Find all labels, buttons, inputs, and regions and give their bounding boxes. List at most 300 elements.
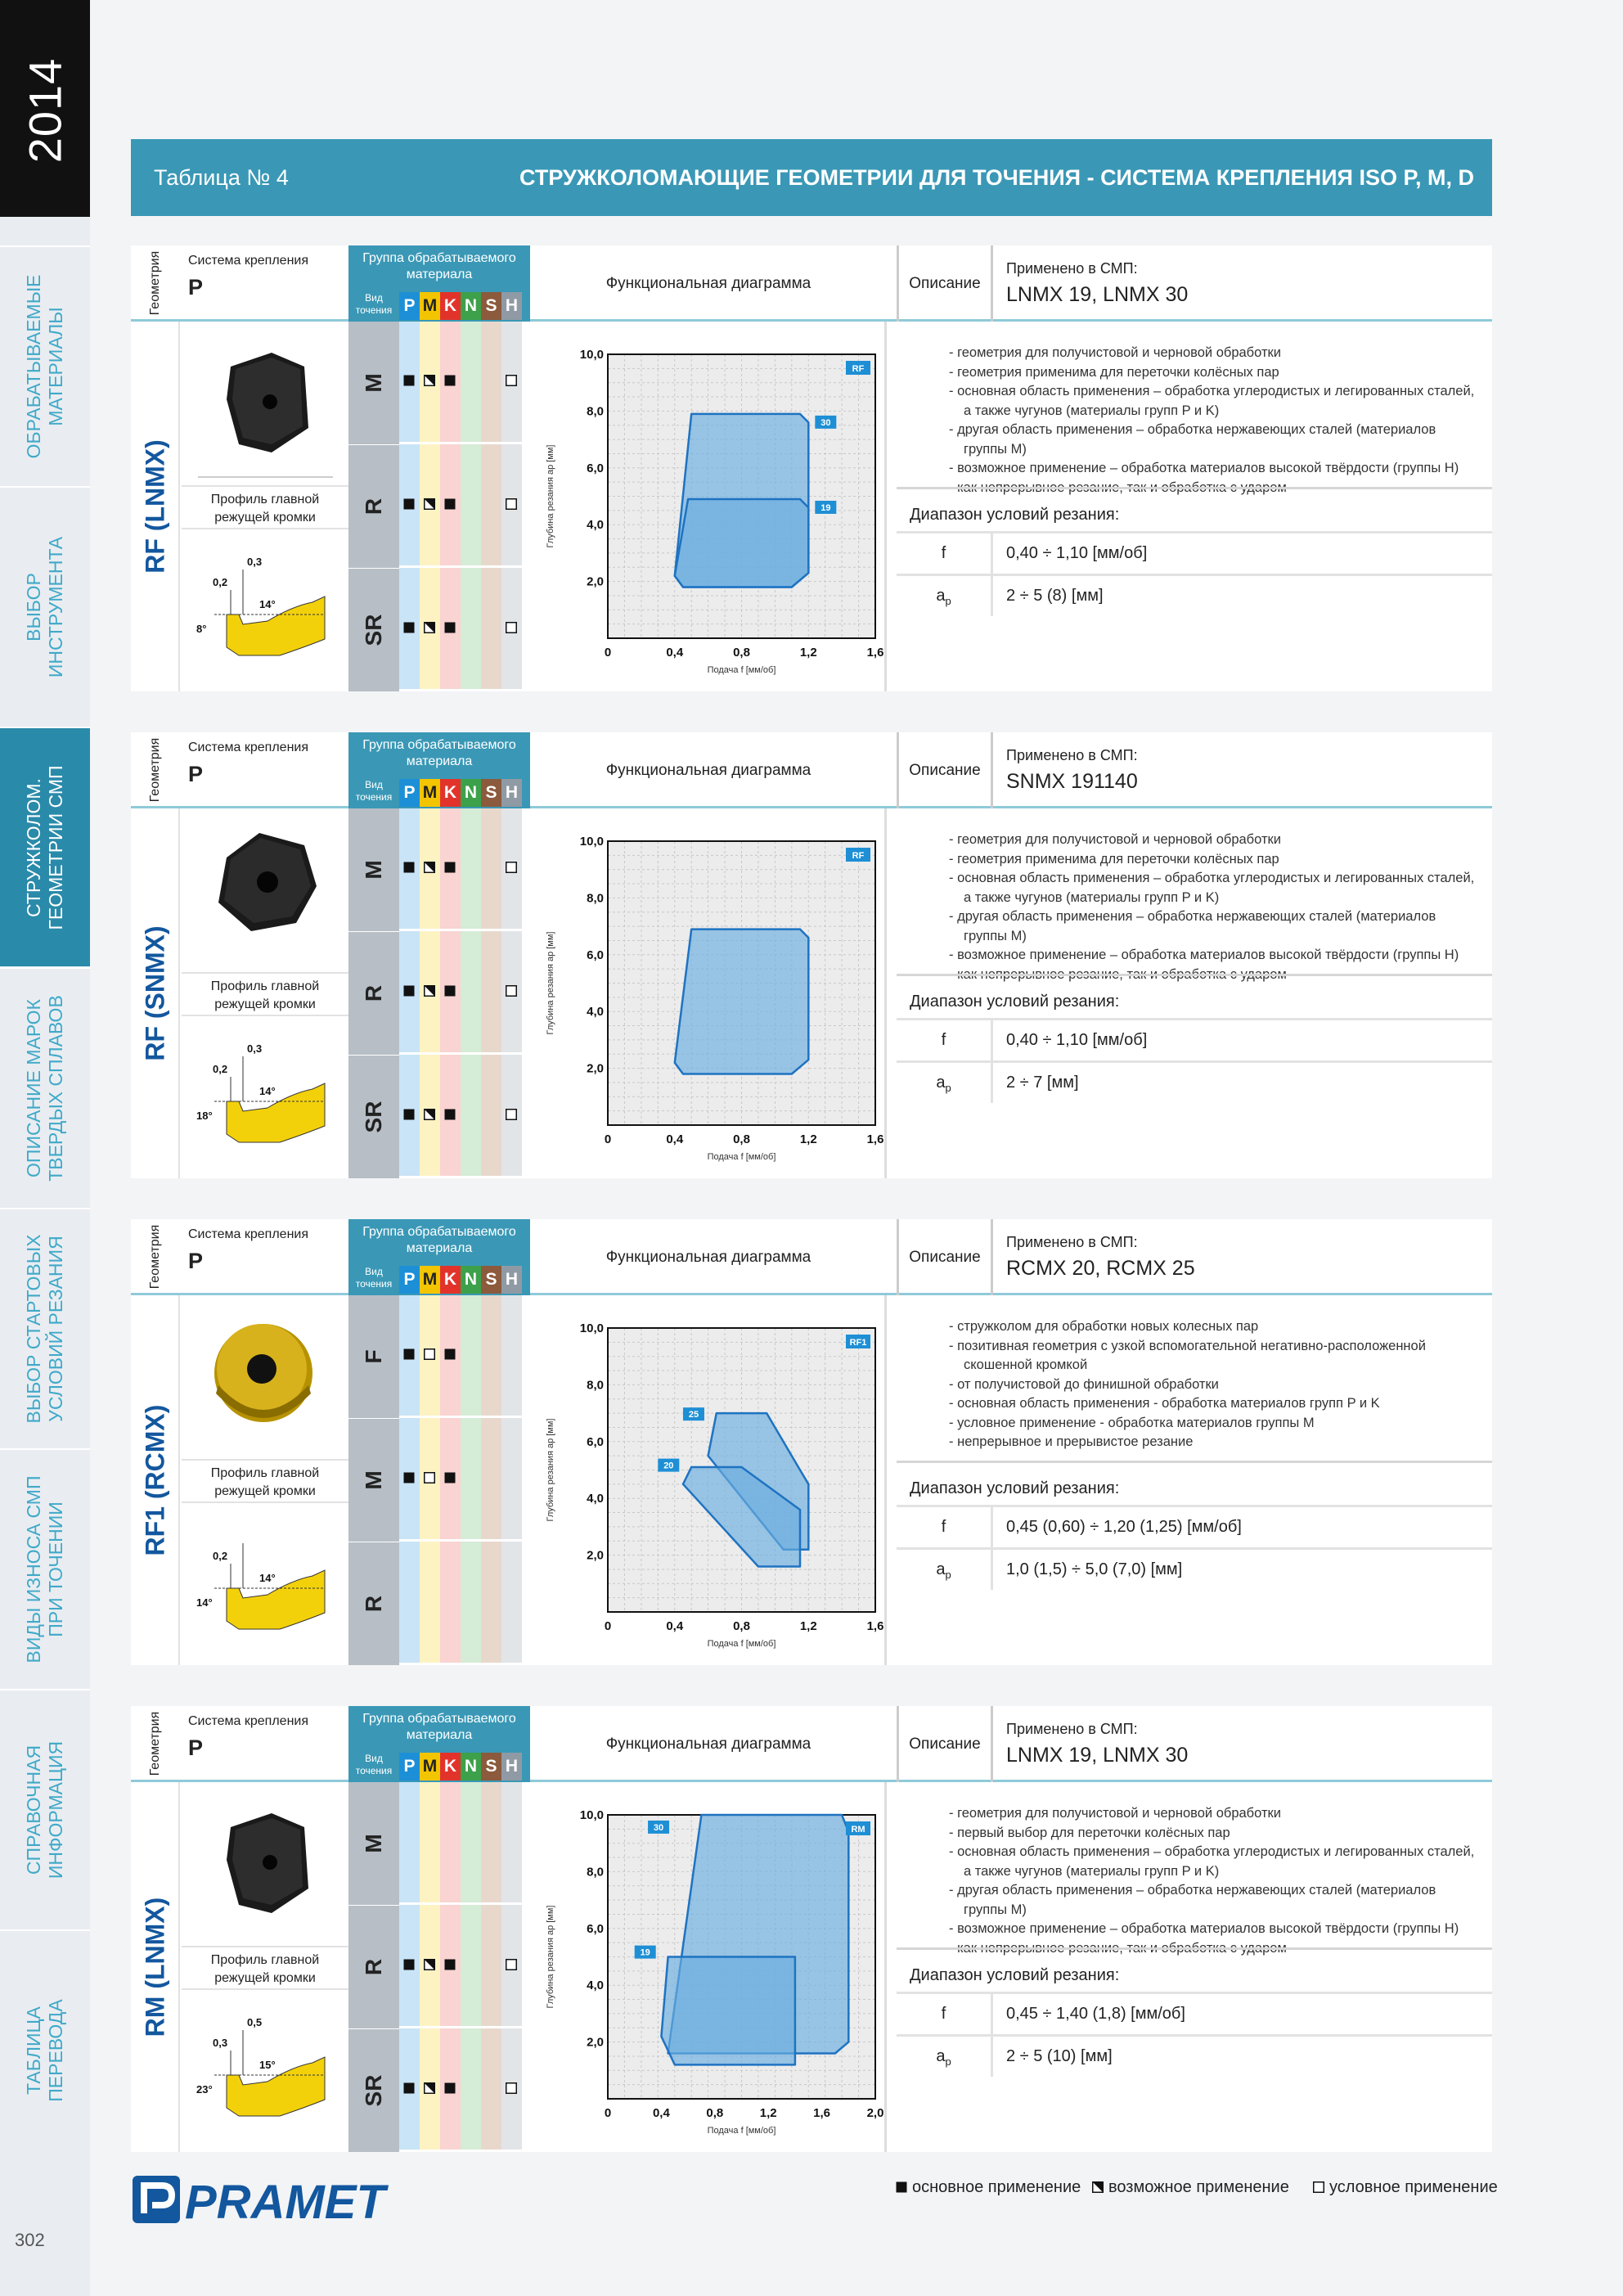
turning-type-row — [348, 808, 530, 931]
condition-value: 0,45 (0,60) ÷ 1,20 (1,25) [мм/об] — [1006, 1518, 1242, 1536]
application-symbol — [403, 622, 415, 633]
material-group-label: Группа обрабатываемого материала — [362, 1225, 516, 1255]
cutting-condition-row — [897, 1547, 1492, 1590]
turning-type-cell — [348, 445, 399, 568]
condition-symbol: $a_p$ — [897, 1063, 993, 1103]
diagram-svg — [530, 322, 887, 691]
description-item: - другая область применения – обработка нержавеющих сталей (материалов группы M) — [949, 422, 1436, 457]
sidebar-tab[interactable] — [0, 1689, 90, 1929]
application-symbol — [424, 375, 435, 386]
insert-image-area — [182, 1782, 348, 2152]
geometry-name — [131, 322, 180, 691]
geometry-label: Геометрия — [148, 1711, 162, 1776]
insert-photo — [182, 808, 348, 972]
material-letter-m: M — [420, 1753, 440, 1781]
applied-in-value: SNMX 191140 — [1006, 770, 1138, 793]
diagram-svg — [530, 808, 887, 1178]
mounting-system-value: P — [188, 1249, 204, 1273]
turning-type-code: R — [361, 1958, 386, 1976]
application-symbol — [424, 622, 435, 633]
insert-image-area — [182, 1295, 348, 1665]
mounting-system-value: P — [188, 275, 204, 299]
condition-symbol: f — [897, 1994, 993, 2034]
profile-dim: 0,5 — [247, 2016, 263, 2028]
mounting-system-label: Система крепления — [188, 254, 309, 268]
diagram-svg — [530, 1295, 887, 1665]
cutting-condition-row — [897, 574, 1492, 616]
geometry-name — [131, 1782, 180, 2152]
mounting-system-value: P — [188, 762, 204, 786]
half-square-icon — [424, 498, 435, 510]
sidebar-tab[interactable] — [0, 1929, 90, 2169]
y-tick-label: 2,0 — [587, 574, 604, 589]
material-group-header — [348, 1219, 530, 1295]
y-tick-label: 2,0 — [587, 1061, 604, 1076]
turning-type-code: R — [361, 1595, 386, 1613]
sidebar-tab-label: ОПИСАНИЕ МАРОК ТВЕРДЫХ СПЛАВОВ — [23, 995, 66, 1182]
application-symbol — [403, 862, 415, 873]
description-label: Описание — [897, 1706, 993, 1782]
x-tick-label: 0 — [604, 2106, 612, 2120]
applied-in-value: LNMX 19, LNMX 30 — [1006, 283, 1189, 306]
page-number: 302 — [15, 2230, 45, 2250]
condition-symbol: $a_p$ — [897, 576, 993, 616]
description-item: - основная область применения – обработка углеродистых и легированных сталей, а также чугунов (материалы групп P и K) — [949, 871, 1475, 905]
description-item: - геометрия для получистовой и черновой обработки — [949, 1806, 1281, 1821]
condition-symbol: $a_p$ — [897, 1550, 993, 1590]
geometry-name — [131, 808, 180, 1178]
material-letter-h: H — [501, 1753, 522, 1781]
legend-item — [1092, 2178, 1289, 2197]
profile-angle: 14° — [259, 1572, 276, 1584]
empty-square-icon — [506, 498, 517, 510]
full-square-icon — [444, 622, 456, 633]
application-symbol — [424, 1959, 435, 1970]
y-tick-label: 10,0 — [579, 835, 604, 849]
insert-photo — [182, 1782, 348, 1946]
y-axis-label: Глубина резания ap [мм] — [546, 931, 555, 1035]
insert-image-area — [182, 322, 348, 691]
full-square-icon — [403, 1472, 415, 1483]
material-letter-h: H — [501, 779, 522, 807]
application-symbol — [444, 862, 456, 873]
y-tick-label: 4,0 — [587, 1492, 604, 1506]
x-tick-label: 1,6 — [866, 1132, 884, 1146]
description-item: - геометрия для получистовой и черновой обработки — [949, 832, 1281, 847]
material-letter-s: S — [481, 1266, 501, 1294]
table-header — [131, 139, 1492, 216]
material-letter-k: K — [440, 292, 461, 320]
x-tick-label: 1,2 — [799, 1132, 817, 1146]
sidebar-tab[interactable] — [0, 486, 90, 726]
applied-in-label: Применено в СМП: — [1006, 1234, 1138, 1250]
cutting-range-label: Диапазон условий резания: — [897, 1461, 1492, 1505]
turning-type-row — [348, 569, 530, 691]
material-letter-m: M — [420, 779, 440, 807]
sidebar-tab-label: ВЫБОР СТАРТОВЫХ УСЛОВИЙ РЕЗАНИЯ — [23, 1234, 66, 1424]
application-symbol — [403, 375, 415, 386]
full-square-icon — [403, 2082, 415, 2094]
condition-value: 2 ÷ 5 (8) [мм] — [1006, 587, 1104, 605]
condition-value: 2 ÷ 5 (10) [мм] — [1006, 2047, 1113, 2065]
material-group-header — [348, 245, 530, 322]
turning-type-row — [348, 1419, 530, 1542]
x-tick-label: 0,4 — [666, 646, 684, 660]
functional-diagram — [530, 808, 887, 1178]
geometry-code: RF (SNMX) — [140, 925, 170, 1061]
application-symbol — [444, 622, 456, 633]
turning-type-row — [348, 1056, 530, 1178]
edge-profile-drawing — [182, 1993, 348, 2149]
x-tick-label: 0,8 — [733, 1132, 750, 1146]
edge-profile-label: Профиль главной режущей кромки — [182, 1459, 348, 1503]
x-tick-label: 0,4 — [652, 2106, 670, 2120]
turning-type-cell — [348, 1056, 399, 1178]
material-group-header — [348, 1706, 530, 1782]
profile-angle: 14° — [259, 1085, 276, 1097]
half-square-icon — [424, 1109, 435, 1120]
x-tick-label: 0 — [604, 1132, 612, 1146]
description-list — [949, 1804, 1481, 1958]
cutting-range-label: Диапазон условий резания: — [897, 1947, 1492, 1992]
full-square-icon — [444, 498, 456, 510]
y-tick-label: 4,0 — [587, 1979, 604, 1993]
empty-square-icon — [506, 622, 517, 633]
turning-type-cell — [348, 1542, 399, 1665]
table-title: СТРУЖКОЛОМАЮЩИЕ ГЕОМЕТРИИ ДЛЯ ТОЧЕНИЯ - СИСТЕМА КРЕПЛЕНИЯ ISO P, M, D — [519, 165, 1474, 190]
description-list — [949, 831, 1481, 984]
application-symbol — [403, 498, 415, 510]
application-matrix — [348, 322, 530, 691]
material-letter-s: S — [481, 1753, 501, 1781]
application-symbol — [403, 985, 415, 997]
y-tick-label: 8,0 — [587, 891, 604, 906]
edge-profile-label: Профиль главной режущей кромки — [182, 485, 348, 529]
application-symbol — [506, 498, 517, 510]
profile-dim: 0,3 — [247, 556, 263, 568]
y-tick-label: 2,0 — [587, 1548, 604, 1563]
empty-square-icon — [424, 1348, 435, 1360]
mounting-system-label: Система крепления — [188, 1227, 309, 1241]
full-square-icon — [403, 1109, 415, 1120]
material-letter-s: S — [481, 779, 501, 807]
empty-square-icon — [506, 2082, 517, 2094]
x-tick-label: 1,6 — [813, 2106, 831, 2120]
applied-in-label: Применено в СМП: — [1006, 1721, 1138, 1737]
full-square-icon — [444, 862, 456, 873]
cutting-condition-row — [897, 531, 1492, 574]
turning-type-code: SR — [361, 1101, 386, 1133]
geometry-column-header — [131, 1706, 180, 1782]
series-label: 30 — [820, 417, 831, 428]
edge-profile-label: Профиль главной режущей кромки — [182, 1946, 348, 1990]
profile-dim: 0,2 — [213, 1550, 228, 1562]
y-tick-label: 2,0 — [587, 2035, 604, 2050]
description-item: - возможное применение – обработка материалов высокой твёрдости (группы H) — [949, 948, 1459, 962]
description-list — [949, 1317, 1481, 1452]
functional-diagram — [530, 1782, 887, 2152]
geometry-column-header — [131, 1219, 180, 1295]
half-square-icon — [424, 375, 435, 386]
x-tick-label: 1,2 — [799, 1619, 817, 1633]
profile-angle: 23° — [196, 2083, 213, 2096]
profile-dim: 0,2 — [213, 576, 228, 588]
profile-angle: 14° — [259, 598, 276, 610]
functional-diagram — [530, 1295, 887, 1665]
turning-type-label: Вид точения — [355, 292, 393, 316]
sidebar-tab-label: ТАБЛИЦА ПЕРЕВОДА — [23, 1999, 66, 2102]
geometry-code: RF1 (RCMX) — [140, 1404, 170, 1556]
description-item: - основная область применения - обработка материалов групп P и K — [949, 1396, 1380, 1411]
material-group-label: Группа обрабатываемого материала — [362, 1712, 516, 1742]
description-item: - первый выбор для переточки колёсных пар — [949, 1825, 1230, 1840]
mounting-system-label: Система крепления — [188, 1714, 309, 1728]
full-square-icon — [444, 1959, 456, 1970]
sidebar-tab[interactable] — [0, 727, 90, 966]
y-tick-label: 4,0 — [587, 1005, 604, 1020]
profile-angle: 14° — [196, 1596, 213, 1609]
empty-square-icon — [506, 375, 517, 386]
full-square-icon — [896, 2181, 907, 2193]
y-tick-label: 4,0 — [587, 518, 604, 533]
legend-item — [1313, 2178, 1498, 2197]
application-symbol — [403, 1472, 415, 1483]
material-letter-n: N — [461, 1753, 481, 1781]
y-tick-label: 8,0 — [587, 1378, 604, 1393]
geometry-label: Геометрия — [148, 250, 162, 316]
sidebar-tab[interactable] — [0, 967, 90, 1207]
sidebar-tab[interactable] — [0, 1448, 90, 1688]
description-item: - непрерывное и прерывистое резание — [949, 1434, 1194, 1449]
series-label: 30 — [653, 1822, 664, 1833]
description-label: Описание — [897, 1219, 993, 1295]
svg-text:PRAMET: PRAMET — [185, 2176, 385, 2229]
x-axis-label: Подача f [мм/об] — [707, 2126, 776, 2136]
condition-value: 0,40 ÷ 1,10 [мм/об] — [1006, 544, 1148, 562]
description-item: - как непрерывное резание, так и обработка с ударом — [949, 1940, 1287, 1956]
geometry-section — [131, 1706, 1492, 2152]
legend-label: возможное применение — [1108, 2178, 1289, 2196]
material-letter-n: N — [461, 1266, 481, 1294]
year-label: 2014 — [19, 57, 71, 164]
turning-type-label: Вид точения — [355, 779, 393, 803]
geometry-section — [131, 1219, 1492, 1665]
condition-value: 2 ÷ 7 [мм] — [1006, 1074, 1079, 1092]
y-tick-label: 6,0 — [587, 948, 604, 962]
series-label: 25 — [688, 1410, 699, 1420]
turning-type-cell — [348, 2029, 399, 2152]
sidebar-tab[interactable] — [0, 245, 90, 485]
half-square-icon — [424, 1959, 435, 1970]
condition-value: 1,0 (1,5) ÷ 5,0 (7,0) [мм] — [1006, 1560, 1183, 1578]
application-symbol — [506, 375, 517, 386]
material-group-label: Группа обрабатываемого материала — [362, 738, 516, 768]
condition-symbol: f — [897, 1507, 993, 1547]
y-tick-label: 8,0 — [587, 404, 604, 419]
application-symbol — [403, 1959, 415, 1970]
y-tick-label: 10,0 — [579, 1321, 604, 1335]
series-label: 19 — [640, 1947, 650, 1958]
series-label: 20 — [663, 1461, 674, 1471]
material-letter-n: N — [461, 292, 481, 320]
material-letters — [348, 1264, 530, 1295]
turning-type-cell — [348, 322, 399, 444]
x-tick-label: 1,6 — [866, 646, 884, 660]
material-letter-m: M — [420, 1266, 440, 1294]
full-square-icon — [403, 985, 415, 997]
sidebar-tab-label: СТРУЖКОЛОМ. ГЕОМЕТРИИ СМП — [23, 765, 66, 930]
profile-dim: 0,3 — [247, 1042, 263, 1055]
geometry-name — [131, 1295, 180, 1665]
full-square-icon — [444, 1348, 456, 1360]
application-symbol — [424, 985, 435, 997]
material-group-label: Группа обрабатываемого материала — [362, 251, 516, 281]
x-tick-label: 0 — [604, 646, 612, 660]
application-symbol — [444, 498, 456, 510]
sidebar-tab-label: СПРАВОЧНАЯ ИНФОРМАЦИЯ — [23, 1740, 66, 1880]
application-symbol — [424, 862, 435, 873]
condition-symbol: f — [897, 533, 993, 574]
empty-square-icon — [506, 1109, 517, 1120]
turning-type-label: Вид точения — [355, 1266, 393, 1290]
profile-angle: 15° — [259, 2059, 276, 2071]
turning-type-cell — [348, 1906, 399, 2028]
turning-type-cell — [348, 569, 399, 691]
description-item: - стружколом для обработки новых колесных пар — [949, 1319, 1259, 1334]
geometry-label: Геометрия — [148, 737, 162, 803]
application-symbol — [506, 985, 517, 997]
sidebar-tab[interactable] — [0, 1208, 90, 1447]
cutting-condition-row — [897, 1992, 1492, 2034]
material-letter-p: P — [399, 292, 420, 320]
y-tick-label: 6,0 — [587, 461, 604, 475]
application-symbol — [506, 622, 517, 633]
edge-profile-label: Профиль главной режущей кромки — [182, 972, 348, 1016]
description-item: - геометрия для получистовой и черновой обработки — [949, 345, 1281, 360]
full-square-icon — [403, 498, 415, 510]
turning-type-cell — [348, 808, 399, 931]
functional-diagram-label: Функциональная диаграмма — [605, 275, 812, 292]
turning-type-row — [348, 2029, 530, 2152]
geometry-section — [131, 732, 1492, 1178]
half-square-icon — [424, 862, 435, 873]
application-symbol — [506, 1959, 517, 1970]
legend — [896, 2178, 1498, 2203]
x-axis-label: Подача f [мм/об] — [707, 665, 776, 675]
year-badge — [0, 0, 90, 217]
application-matrix — [348, 1782, 530, 2152]
turning-type-label: Вид точения — [355, 1753, 393, 1776]
insert-image-area — [182, 808, 348, 1178]
x-axis-label: Подача f [мм/об] — [707, 1639, 776, 1649]
geometry-section — [131, 245, 1492, 691]
turning-type-cell — [348, 1419, 399, 1542]
full-square-icon — [403, 1959, 415, 1970]
applied-in-value: LNMX 19, LNMX 30 — [1006, 1744, 1189, 1767]
full-square-icon — [403, 375, 415, 386]
half-square-icon — [424, 2082, 435, 2094]
empty-square-icon — [424, 1472, 435, 1483]
applied-in-label: Применено в СМП: — [1006, 260, 1138, 277]
application-symbol — [424, 1472, 435, 1483]
chart-tag: RM — [851, 1825, 865, 1835]
x-tick-label: 0,4 — [666, 1132, 684, 1146]
condition-value: 0,45 ÷ 1,40 (1,8) [мм/об] — [1006, 2005, 1185, 2023]
y-tick-label: 10,0 — [579, 1808, 604, 1822]
turning-type-row — [348, 932, 530, 1055]
mounting-system-value: P — [188, 1736, 204, 1760]
description-item: - геометрия применима для переточки колёсных пар — [949, 364, 1279, 380]
application-symbol — [424, 1348, 435, 1360]
full-square-icon — [444, 1472, 456, 1483]
empty-square-icon — [506, 985, 517, 997]
turning-type-row — [348, 1295, 530, 1418]
material-letter-s: S — [481, 292, 501, 320]
condition-symbol: f — [897, 1020, 993, 1060]
x-tick-label: 0 — [604, 1619, 612, 1633]
application-symbol — [403, 1348, 415, 1360]
material-letters — [348, 290, 530, 322]
material-letters — [348, 1751, 530, 1782]
description-item: - основная область применения – обработка углеродистых и легированных сталей, а также чугунов (материалы групп P и K) — [949, 384, 1475, 418]
diagram-svg — [530, 1782, 887, 2152]
turning-type-cell — [348, 1295, 399, 1418]
y-tick-label: 6,0 — [587, 1434, 604, 1449]
geometry-code: RM (LNMX) — [140, 1897, 170, 2037]
full-square-icon — [403, 862, 415, 873]
application-symbol — [403, 1109, 415, 1120]
section-header — [131, 1706, 1492, 1782]
cutting-condition-row — [897, 1018, 1492, 1060]
legend-symbol — [1313, 2179, 1324, 2190]
y-axis-label: Глубина резания ap [мм] — [546, 444, 555, 548]
turning-type-row — [348, 445, 530, 568]
material-group-header — [348, 732, 530, 808]
legend-symbol — [896, 2179, 907, 2190]
profile-dim: 0,2 — [213, 1063, 228, 1075]
edge-profile-drawing — [182, 1506, 348, 1662]
application-symbol — [444, 1109, 456, 1120]
application-symbol — [444, 985, 456, 997]
half-square-icon — [424, 985, 435, 997]
geometry-column-header — [131, 245, 180, 322]
x-tick-label: 1,6 — [866, 1619, 884, 1633]
description-item: - как непрерывное резание, так и обработка с ударом — [949, 479, 1287, 495]
functional-diagram-label: Функциональная диаграмма — [605, 1249, 812, 1266]
legend-symbol — [1092, 2179, 1104, 2190]
diagram-area-19 — [675, 499, 809, 588]
condition-value: 0,40 ÷ 1,10 [мм/об] — [1006, 1031, 1148, 1049]
turning-type-row — [348, 1542, 530, 1665]
legend-label: условное применение — [1329, 2178, 1498, 2196]
insert-photo — [182, 322, 348, 485]
legend-item — [896, 2178, 1081, 2197]
turning-type-row — [348, 1782, 530, 1905]
section-header — [131, 245, 1492, 322]
material-letter-p: P — [399, 1266, 420, 1294]
turning-type-code: M — [361, 1470, 386, 1490]
material-letter-p: P — [399, 1753, 420, 1781]
description-item: - возможное применение – обработка материалов высокой твёрдости (группы H) — [949, 461, 1459, 475]
cutting-range-label: Диапазон условий резания: — [897, 487, 1492, 531]
application-symbol — [424, 1109, 435, 1120]
description-item: - условное применение - обработка материалов группы M — [949, 1415, 1315, 1430]
application-symbol — [506, 862, 517, 873]
description-label: Описание — [897, 245, 993, 322]
empty-square-icon — [506, 862, 517, 873]
y-tick-label: 8,0 — [587, 1865, 604, 1880]
half-square-icon — [1092, 2181, 1104, 2193]
